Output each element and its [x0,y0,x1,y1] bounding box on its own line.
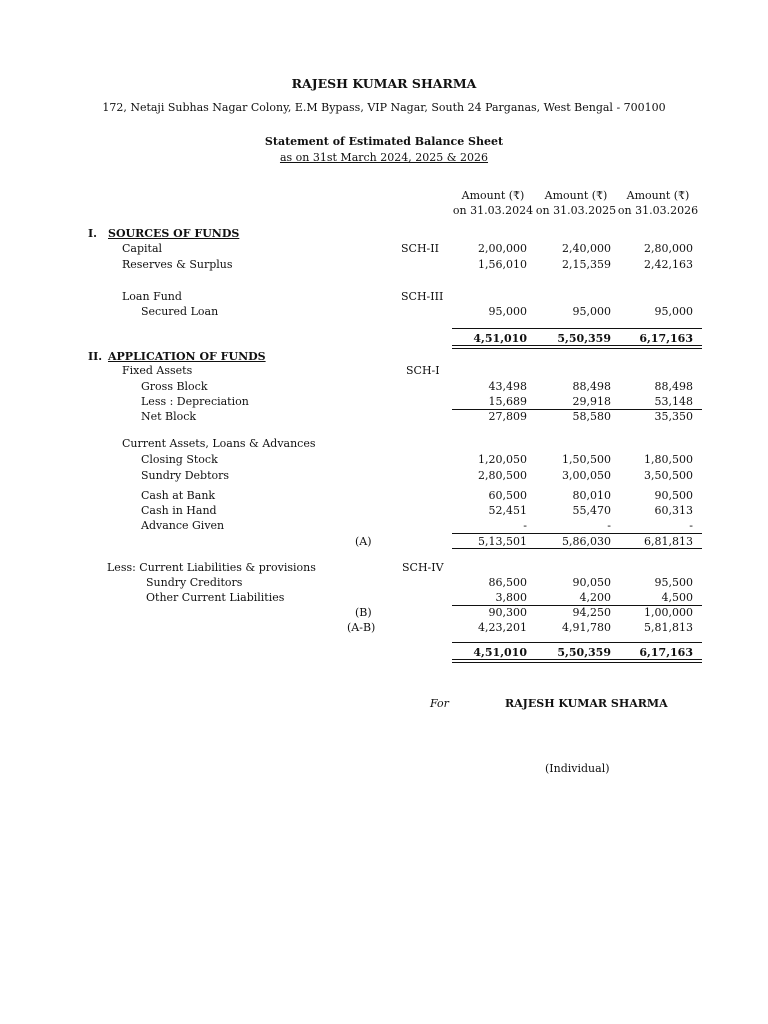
total-value: 6,17,163 [639,646,693,659]
value-cell: 2,42,163 [644,258,693,271]
value-cell: 94,250 [572,606,611,619]
value-cell: 1,80,500 [644,453,693,466]
total-value: 5,50,359 [557,646,611,659]
row-label-reserves: Reserves & Surplus [122,258,233,271]
value-cell: 53,148 [654,395,693,408]
value-cell: 2,40,000 [562,242,611,255]
column-header-2026 [613,188,703,218]
row-label-capital: Capital [122,242,163,255]
column-header-line1: Amount (₹) [461,189,525,202]
statement-title: Statement of Estimated Balance Sheet [264,135,504,148]
column-header-line2: on 31.03.2026 [617,204,699,217]
net-marker-a-b: (A-B) [347,621,376,634]
value-cell: 4,91,780 [562,621,611,634]
value-cell: 95,000 [572,305,611,318]
value-cell: 5,13,501 [478,535,527,548]
value-cell: 95,000 [488,305,527,318]
value-cell: 4,23,201 [478,621,527,634]
value-cell: 1,00,000 [644,606,693,619]
subtotal-marker-a: (A) [355,535,372,548]
value-cell: 1,50,500 [562,453,611,466]
value-cell: 6,81,813 [644,535,693,548]
schedule-ref: SCH-II [401,242,439,255]
value-cell: 2,00,000 [478,242,527,255]
value-cell: - [607,519,611,532]
section-numeral: I. [88,227,97,240]
value-cell: 5,86,030 [562,535,611,548]
row-label-advance-given: Advance Given [141,519,225,532]
value-cell: 90,500 [654,489,693,502]
company-address: 172, Netaji Subhas Nagar Colony, E.M Bypass, VIP Nagar, South 24 Parganas, West Bengal - 700100 [102,101,666,114]
statement-subtitle: as on 31st March 2024, 2025 & 2026 [279,151,489,164]
row-label-current-liabilities: Less: Current Liabilities & provisions [107,561,316,574]
row-label-net-block: Net Block [141,410,197,423]
total-double-rule [452,659,702,663]
value-cell: 2,15,359 [562,258,611,271]
row-label-current-assets: Current Assets, Loans & Advances [122,437,316,450]
total-value: 4,51,010 [473,646,527,659]
value-cell: 2,80,000 [644,242,693,255]
row-label-sundry-debtors: Sundry Debtors [141,469,230,482]
section-heading-application: APPLICATION OF FUNDS [108,350,266,363]
section-numeral: II. [88,350,103,363]
row-label-loan-fund: Loan Fund [122,290,182,303]
value-cell: 60,313 [654,504,693,517]
value-cell: 3,00,050 [562,469,611,482]
row-label-other-liabilities: Other Current Liabilities [146,591,285,604]
column-header-line2: on 31.03.2024 [452,204,534,217]
row-label-closing-stock: Closing Stock [141,453,218,466]
value-cell: 1,20,050 [478,453,527,466]
value-cell: 60,500 [488,489,527,502]
column-header-line2: on 31.03.2025 [535,204,617,217]
value-cell: 29,918 [572,395,611,408]
section-heading-sources: SOURCES OF FUNDS [108,227,240,240]
value-cell: 3,50,500 [644,469,693,482]
total-value: 5,50,359 [557,332,611,345]
value-cell: 86,500 [488,576,527,589]
total-rule-top [452,642,702,643]
value-cell: 58,580 [572,410,611,423]
value-cell: 88,498 [572,380,611,393]
schedule-ref: SCH-III [401,290,444,303]
schedule-ref: SCH-IV [402,561,444,574]
value-cell: 27,809 [488,410,527,423]
value-cell: 95,500 [654,576,693,589]
total-double-rule [452,345,702,349]
subtotal-rule [452,533,702,534]
total-value: 4,51,010 [473,332,527,345]
value-cell: 90,300 [488,606,527,619]
row-label-cash-at-bank: Cash at Bank [141,489,216,502]
signature-designation: (Individual) [545,762,610,775]
value-cell: 5,81,813 [644,621,693,634]
value-cell: 4,500 [661,591,693,604]
value-cell: 15,689 [488,395,527,408]
subtotal-rule [452,548,702,549]
value-cell: 88,498 [654,380,693,393]
row-label-cash-in-hand: Cash in Hand [141,504,217,517]
row-label-sundry-creditors: Sundry Creditors [146,576,243,589]
column-header-line1: Amount (₹) [544,189,608,202]
schedule-ref: SCH-I [406,364,440,377]
total-value: 6,17,163 [639,332,693,345]
row-label-fixed-assets: Fixed Assets [122,364,193,377]
value-cell: 35,350 [654,410,693,423]
row-label-gross-block: Gross Block [141,380,208,393]
subtotal-marker-b: (B) [355,606,372,619]
value-cell: - [523,519,527,532]
total-rule-top [452,328,702,329]
value-cell: 95,000 [654,305,693,318]
value-cell: 43,498 [488,380,527,393]
value-cell: 1,56,010 [478,258,527,271]
signature-for-label: For [430,697,449,710]
value-cell: 55,470 [572,504,611,517]
column-header-2025 [531,188,621,218]
value-cell: 4,200 [579,591,611,604]
signature-name: RAJESH KUMAR SHARMA [505,697,668,710]
value-cell: 2,80,500 [478,469,527,482]
value-cell: 3,800 [495,591,527,604]
column-header-line1: Amount (₹) [626,189,690,202]
value-cell: 52,451 [488,504,527,517]
value-cell: 80,010 [572,489,611,502]
column-header-2024 [448,188,538,218]
company-name: RAJESH KUMAR SHARMA [291,76,477,91]
value-cell: - [689,519,693,532]
row-label-depreciation: Less : Depreciation [141,395,249,408]
row-label-secured-loan: Secured Loan [141,305,219,318]
value-cell: 90,050 [572,576,611,589]
